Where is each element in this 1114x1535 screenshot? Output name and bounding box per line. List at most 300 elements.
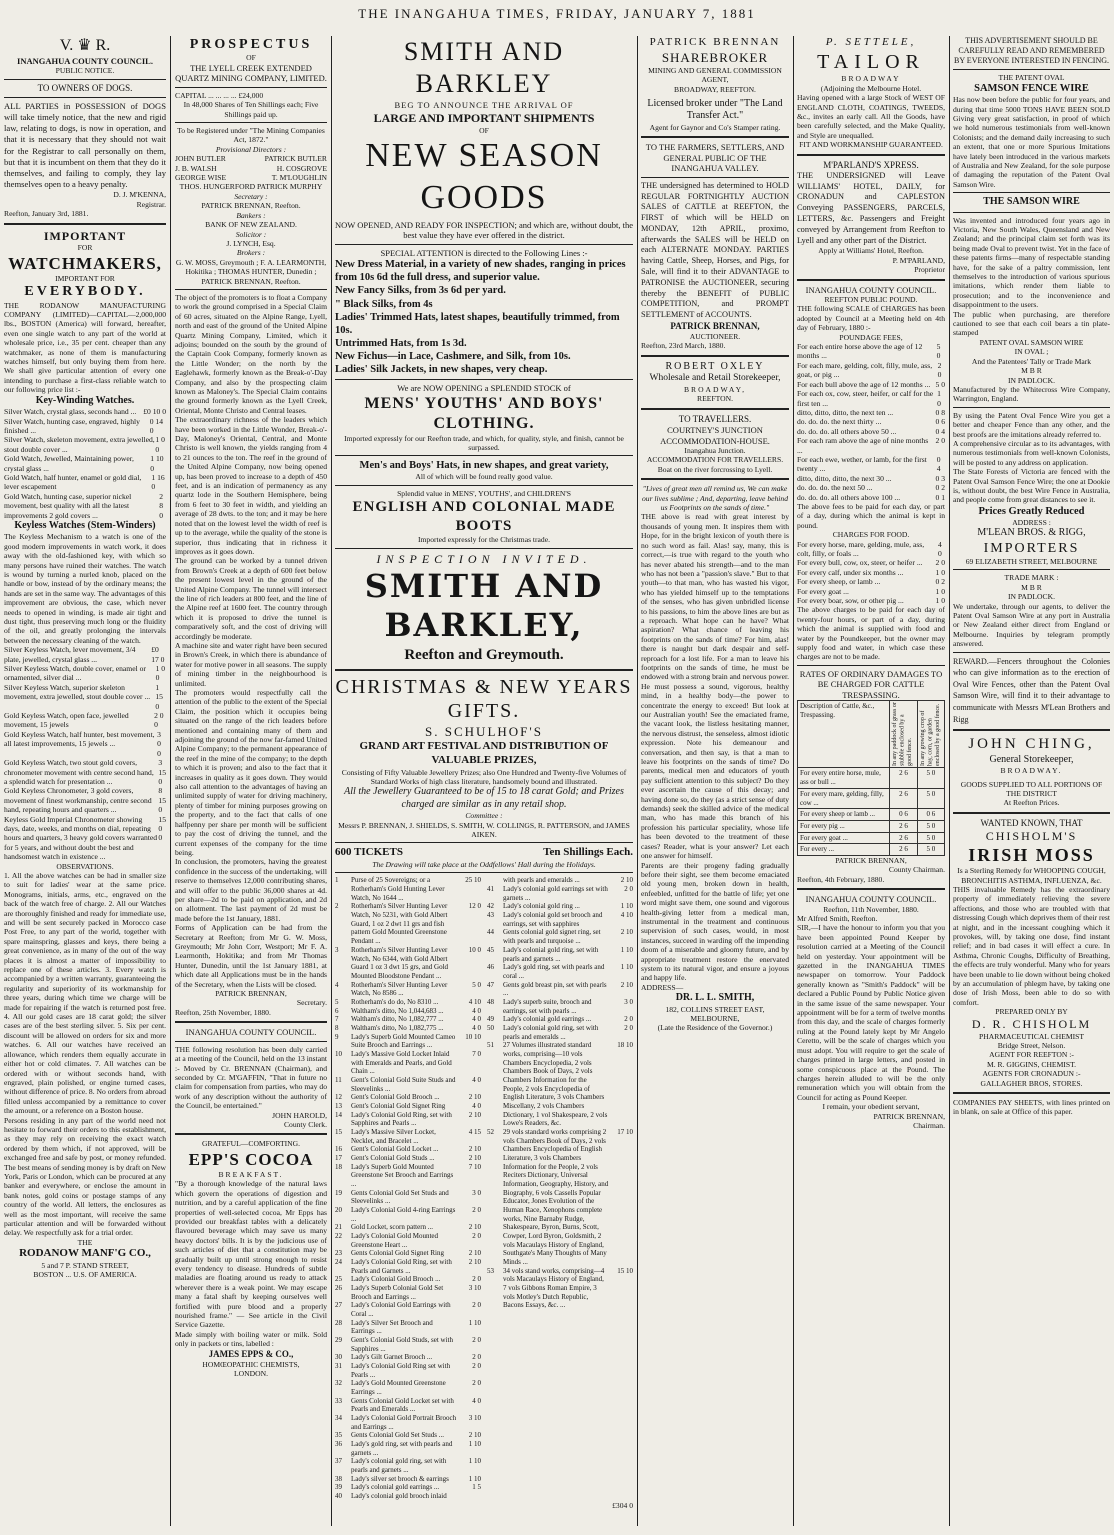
prize-row: [487, 885, 633, 902]
price-value: £0 10 0: [143, 407, 166, 417]
pharm-line: PHARMACEUTICAL CHEMIST: [979, 1031, 1084, 1041]
mbr-mark-2: M B R: [1021, 582, 1042, 592]
prize-row: [335, 1414, 481, 1431]
price-item: For each entire horse above the age of 12 months ...: [797, 342, 923, 361]
prize-description: Lady's colonial gold earrings ...: [503, 1015, 592, 1024]
prize-row: [335, 1111, 481, 1128]
divider: [797, 665, 945, 666]
crest-left-letter: V.: [59, 37, 74, 54]
smith-barkley-heading: SMITH AND BARKLEY: [403, 37, 565, 99]
prize-description: Gent's Colonial Gold Locket ...: [351, 1145, 439, 1154]
divider: [953, 192, 1110, 193]
prize-row: [335, 1301, 481, 1318]
xpress-heading: M'PARLAND'S XPRESS.: [823, 159, 919, 170]
prize-description: Lady's Colonial Gold Ring set with Pearls ...: [351, 1362, 451, 1379]
prize-number: 29: [335, 1336, 342, 1345]
prize-description: Lady's Gilt Garnet Brooch ...: [351, 1353, 433, 1362]
prize-value: 2 0: [472, 1275, 481, 1284]
prize-description: Lady's silver set brooch & earrings: [351, 1474, 449, 1483]
table-cell: 2 6: [890, 788, 917, 808]
prize-number: 38: [335, 1474, 342, 1483]
food-charges: [797, 540, 945, 606]
table-cell: For every goat ...: [798, 832, 890, 844]
prize-row: [487, 963, 633, 980]
director-name: H. COSGROVE: [276, 163, 327, 173]
table-row: [798, 768, 945, 788]
prize-number: 36: [335, 1440, 342, 1449]
ticket-price: Ten Shillings Each.: [543, 846, 633, 859]
price-item: Silver Watch, hunting case, engraved, highly finished ...: [4, 416, 140, 435]
prize-row: [335, 1128, 481, 1145]
prize-number: 51: [487, 1041, 494, 1050]
clerk-title: County Clerk.: [283, 1120, 327, 1130]
divider: [641, 136, 789, 138]
price-item: For every calf, under six months ...: [797, 567, 904, 577]
price-value: 3 0 0: [157, 729, 161, 758]
prize-description: Lady's colonial gold ring, set with pearls and garnets ...: [351, 1457, 447, 1475]
price-row: [797, 493, 945, 502]
divider: [953, 407, 1110, 408]
boots-sub: Imported expressly for the Christmas trade.: [417, 535, 550, 545]
price-item: For every boar, sow, or other pig ...: [797, 596, 904, 606]
fees-note: The above fees to be paid for each day, or part of a day, during which the animal is kept in pound.: [797, 501, 945, 530]
column-4: [641, 36, 789, 1526]
price-row: [797, 342, 945, 361]
prize-list-left: [335, 876, 481, 1500]
prize-value: [459, 1492, 481, 1501]
agent-heading: AGENT FOR REEFTON :-: [989, 1050, 1074, 1060]
column-rule: [949, 36, 950, 1526]
prize-value: 2 10: [468, 1249, 481, 1258]
prize-number: 42: [487, 902, 494, 911]
column-rule: [793, 36, 794, 1526]
table-row: [798, 832, 945, 844]
prize-row: [335, 1033, 481, 1050]
prize-value: 2 0: [472, 1353, 481, 1362]
prize-description: Lady's Colonial Gold Brooch ...: [351, 1275, 441, 1284]
letter-recipient: Mr Alfred Smith, Reefton.: [797, 914, 878, 924]
using-line: By using the Patent Oval Fence Wire you get a better and cheaper Fence than any other, and the best proofs are the imitations already referred to.: [953, 410, 1110, 439]
prize-description: Lady's Superb Colonial Gold Set Brooch and Earrings ...: [351, 1284, 444, 1301]
breakfast-heading: BREAKFAST.: [218, 1169, 284, 1179]
prize-description: Rotherham's Silver Hunting Lever Watch, No 6344, with Gold Albert Guard 1 oz 3 dwt 15 grs, and Gold Mounted Bloodstone Pendant ...: [351, 945, 449, 980]
prize-number: 41: [487, 885, 494, 894]
prize-row: [335, 1353, 481, 1362]
prize-row: [335, 1336, 481, 1353]
divider: [335, 379, 633, 380]
price-row: [4, 435, 166, 454]
prize-value: 1 10: [620, 963, 633, 972]
table-row: [798, 844, 945, 856]
prize-number: 22: [335, 1232, 342, 1240]
resolution-body: THE following resolution has been duly carried at a meeting of the Council, held on the 13 instant :- Moved by Cr. BRENNAN (Chairman), and seconded by Cr. M'GAFFIN, "That in future no claim for compensation from parties, who may do work of any description without the authority of the Council, be entertained.": [175, 1044, 327, 1111]
price-item: For each bull above the age of 12 months ...: [797, 379, 931, 389]
prize-description: Purse of 25 Sovereigns; or a Rotherham's Gold Hunting Lever Watch, No 1644 ...: [351, 876, 445, 902]
council-heading: INANGAHUA COUNTY COUNCIL.: [185, 1027, 317, 1038]
price-row: [4, 758, 166, 786]
prize-description: 34 vols stand works, comprising—4 vols Macaulays History of England, 7 vols Gibbons Roman Empire, 3 vols Motley's Dutch Republic, Bacons Essays, &c. ...: [503, 1266, 605, 1310]
price-item: For every bull, cow, ox, steer, or heifer ...: [797, 558, 923, 568]
announce-line: BEG TO ANNOUNCE THE ARRIVAL OF: [394, 100, 574, 111]
prize-value: 4 0: [472, 1023, 481, 1032]
divider: [335, 455, 633, 456]
prize-number: 15: [335, 1127, 342, 1136]
price-item: For each ox, cow, steer, heifer, or calf for the first ten ...: [797, 389, 934, 408]
chairman-signature: PATRICK BRENNAN,: [835, 855, 907, 865]
fencing-notice: THIS ADVERTISEMENT SHOULD BE CAREFULLY READ AND REMEMBERED BY EVERYONE INTERESTED IN FENCING.: [953, 36, 1110, 65]
rates-heading: RATES OF ORDINARY DAMAGES TO BE CHARGED FOR CATTLE TRESPASSING.: [799, 668, 943, 700]
ching-name: JOHN CHING,: [968, 736, 1095, 753]
prize-value: 12 0: [468, 902, 481, 911]
consisting-line: Consisting of Fifty Valuable Jewellery Prizes; also One Hundred and Twenty-five Volumes of Standard Works of high class literature, handsomely bound and illustrated.: [341, 767, 627, 787]
notice-date: Reefton, January 3rd, 1881.: [4, 209, 89, 219]
price-item: Gold Watch, half hunter, enamel or gold dial, lever escapement: [4, 472, 142, 492]
divider: [953, 652, 1110, 653]
divider: [953, 812, 1110, 814]
prize-row: [335, 1431, 481, 1440]
poundage-fees: [797, 342, 945, 502]
product-line: New Fancy Silks, from 3s 6d per yard.: [335, 285, 506, 297]
prize-value: 2 0: [472, 1362, 481, 1371]
prize-description: Lady's Gold Mounted Greenstone Earrings ...: [351, 1379, 446, 1397]
oxley-town: REEFTON.: [697, 394, 733, 404]
price-row: [797, 436, 945, 455]
prize-number: 13: [335, 1101, 342, 1110]
price-value: 1 0: [937, 389, 941, 408]
irish-moss-heading: IRISH MOSS: [968, 844, 1095, 865]
auction-date: Reefton, 23rd March, 1880.: [641, 341, 726, 351]
price-value: 5 0: [935, 379, 945, 389]
oxley-trade: Wholesale and Retail Storekeeper,: [649, 373, 781, 384]
circular-line: A comprehensive circular as to its advantages, with numerous testimonials from well-known Colonists, will be posted to any address on application.: [953, 438, 1110, 467]
prize-description: 27 Volumes illustrated standard works, comprising—10 vols Chambers Encyclopedia, 2 vols Chambers Book of Days, 2 vols Chambers Information for the People, 2 vols Encyclopedia of English Literature, 3 vols Chambers Miscellany, 2 vols Chambers Dictionary, 1 vol Shakespeare, 2 vols Lowe's Readers, &c.: [503, 1041, 608, 1128]
table-cell: 2 6: [890, 832, 917, 844]
table-cell: For every entire horse, mule, ass or bull ...: [798, 768, 890, 788]
trade-mark-label: TRADE MARK :: [1004, 573, 1059, 583]
prize-value: 1 10: [468, 1457, 481, 1466]
prize-row: [335, 1397, 481, 1414]
mparland-name: P. M'PARLAND,: [892, 255, 945, 265]
price-row: [4, 664, 166, 683]
ching-address: BROADWAY.: [1000, 766, 1063, 776]
rodanow-intro: THE RODANOW MANUFACTURING COMPANY (LIMITED)—CAPITAL—2,000,000 lbs., BOSTON (America) will forward, hereafter, even one single watch to any part of the world at wholesale price, i.e., 35 per cent. cheaper than any watchmaker, as none of them is manufacturing watches himself, but only buying them from here. We shall give particular attention of every one intending to purchase a first-class reliable watch to our following price list :-: [4, 300, 166, 395]
poem: "Lives of great men all remind us, We can make our lives sublime ; And, departing, leave behind us Footprints on the sands of time.": [641, 484, 788, 513]
price-value: 1 0 0: [155, 664, 166, 683]
price-item: do. do. do. the next thirty ...: [797, 417, 882, 427]
prize-description: Lady's colonial gold ring, set with pearls and emeralds ...: [503, 1023, 599, 1041]
divider: [953, 1092, 1110, 1094]
pay-sheets-notice: COMPANIES PAY SHEETS, with lines printed on in blank, on sale at Office of this paper.: [953, 1097, 1110, 1117]
prize-number: 40: [335, 1492, 342, 1501]
prize-value: 1 10: [620, 945, 633, 954]
keyless-description: The Keyless Mechanism to a watch is one of the good modern improvements in watch work, it does away with the old-fashioned key, with which so many persons have ruined their watches. The watch is wound by turning a nurled knob, placed on the handle or bow, instead of by the ordinary means; the hands are set in the same way. The advantages of this improvement are obvious, the case, which never needs to opened in winding, is made air tight and dust tight, thus preserving much long or the fluidity of the oil, and greatly prolonging the intervals between the necessary cleaning of the watch.: [4, 532, 166, 645]
prize-number: 8: [335, 1023, 339, 1032]
table-cell: 5 0: [917, 844, 944, 856]
table-cell: 5 0: [917, 820, 944, 832]
junction-name: COURTNEY'S JUNCTION ACCOMMODATION-HOUSE.: [660, 424, 770, 446]
brokers-list: G. W. MOSS, Greymouth ; F. A. LEARMONTH, Hokitika ; THOMAS HUNTER, Dunedin ; PATRICK BRENNAN, Reefton.: [175, 257, 327, 286]
price-row: [4, 407, 166, 416]
crest-right-letter: R.: [95, 37, 111, 54]
product-line: New Fichus—in Lace, Cashmere, and Silk, from 10s.: [335, 351, 571, 363]
divider: [641, 478, 789, 480]
padlock-label-2: IN PADLOCK.: [1008, 592, 1055, 602]
price-row: [797, 483, 945, 492]
divider: [797, 279, 945, 281]
table-header-row: [798, 701, 945, 768]
price-value: 1 15 0: [155, 682, 163, 711]
company-name: THE LYELL CREEK EXTENDED QUARTZ MINING COMPANY, LIMITED.: [175, 62, 327, 84]
table-header-cell: Description of Cattle, &c., Trespassing.: [798, 701, 890, 768]
prize-value: 2 0: [472, 1232, 481, 1240]
xpress-body: THE UNDERSIGNED will Leave WILLIAMS' HOTEL, DAILY, for CRONADUN and CAPLESTON Conveying PASSENGERS, PARCELS, LETTERS, &c. Passengers and Freight conveyed by Arrangement from Reefton to Lyell and any other part of the District.: [797, 170, 945, 245]
doctor-note: (Late the Residence of the Governor.): [657, 1023, 773, 1033]
prize-row: [335, 1024, 481, 1033]
prize-row: [335, 902, 481, 945]
prize-value: 2 0: [472, 1336, 481, 1345]
prize-value: 3 0: [472, 1188, 481, 1197]
storekeeper-line: General Storekeeper,: [989, 753, 1074, 765]
prospectus-body-3: The ground can be worked by a tunnel driven from Brown's Creek at a depth of 600 feet below the present lowest level in the ground of the United Alpine Company. The tunnel will intersect the line of rich leaders at 800 feet, and the line of the Alpine reef at 1600 feet. The country through which it is proposed to drive the tunnel is comparatively soft, and the cost of driving will accordingly be moderate.: [175, 556, 327, 641]
product-line: New Dress Material, in a variety of new shades, ranging in prices from 10s 6d the full dress, and superior value.: [335, 259, 626, 284]
director-name: PATRICK BUTLER: [264, 154, 327, 164]
rodanow-name: RODANOW MANF'G CO.,: [19, 1247, 151, 1260]
prize-value: 4 10: [468, 997, 481, 1006]
epps-body: "By a thorough knowledge of the natural laws which govern the operations of digestion and nutrition, and by a careful application of the fine properties of well-selected cocoa, Mr Epps has provided our breakfast tables with a delicately flavoured beverage which may save us many heavy doctors' bills. It is by the judicious use of such articles of diet that a constitution may be gradually built up until strong enough to resist every tendency to disease. Hundreds of subtle maladies are floating around us ready to attack wherever there is a weak point. We may escape many a fatal shaft by keeping ourselves well fortified with pure blood and a properly nourished frame." — See article in the Civil Service Gazette.: [175, 1179, 327, 1330]
prices-reduced: Prices Greatly Reduced: [978, 505, 1085, 517]
prize-row: [487, 911, 633, 928]
prize-number: 5: [335, 997, 339, 1006]
prize-description: Lady's Massive Gold Locket Inlaid with Emeralds and Pearls, and Gold Chain ...: [351, 1049, 452, 1076]
product-line: " Black Silks, from 4s: [335, 298, 433, 310]
price-value: 2 0: [935, 436, 945, 446]
table-row: [798, 820, 945, 832]
scale-intro: THE following SCALE of CHARGES has been adopted by Council at a Meeting held on 4th day of February, 1880 :-: [797, 304, 945, 333]
mbr-mark: M B R: [1021, 366, 1042, 376]
price-value: 0 3: [935, 473, 945, 483]
column-rule: [170, 36, 171, 1526]
goods-supplied: GOODS SUPPLIED TO ALL PORTIONS OF THE DISTRICT: [960, 779, 1103, 798]
price-value: £0 17 0: [151, 645, 165, 664]
prize-row: [335, 1007, 481, 1016]
prize-number: 21: [335, 1223, 342, 1232]
epps-cocoa-heading: EPP'S COCOA: [188, 1149, 314, 1169]
smith-body-2: Parents are their progeny fading gradually before their sight, see them become emaciated old young men, broken down in health, enfeebled, unfitted for the battle of life; yet one word might save them, one sound and vigorous health-giving letter from a medical man, instrumental in the treatment and continuous supervision of such cases, would, in most instances, succeed in warding off the impending doom of a miserable and gloomy future, and by appropriate treatment restore the enervated system to its natural vigor, and ensure a joyous and happy life.: [641, 860, 789, 983]
divider: [175, 1021, 327, 1023]
key-winding-price-list: [4, 407, 166, 520]
prospectus-heading: PROSPECTUS: [189, 37, 313, 52]
observations-body: 1. All the above watches can be had in smaller size to suit for ladies' wear at the same price. Monograms, initials, arms, etc., engraved on the back of the watch free of charge. 2. All our Watches are thoroughly finished and ready for immediate use, and will be sent securely packed in Morocco case Post Free, to any part of the world, together with spare mainspring, glasses and keys, there being a great convenience, as in many of the out of the way places it is almost a matter of impossibility to replace one of these articles. 3. Every watch is accompanied by a written warranty, guaranteeing the regularity and superiority of its workmanship for three years, during which time we charge will be made for repairing if the watch is returned post free. 4. All our gold cases are 18 carat gold; the silver cases are of the best sterling silver. 5. Six per cent. discount will be allowed on orders for six and more watches. 6. All our watches have received an allowance, which renders them equally accurate in either hot or cold climates. 7. All watches can be ordered with or without seconds hand, with engraved, plain polished, or engine turned cases, without difference of price. 8. No orders from abroad filled unless accompanied by a remittance to cover the amount, or a reference on a Boston house.: [4, 870, 166, 1116]
director-name: GEORGE WISE: [175, 173, 227, 183]
directors-more: THOS. HUNGERFORD PATRICK MURPHY: [179, 182, 323, 192]
dogs-notice-body: ALL PARTIES in POSSESSION of DOGS will take timely notice, that the new and rigid law, relating to dogs, is now in operation, and that it is necessary that they should not wait for the Registrar to call personally on them, but that it is incumbent on them that they do it themselves, and failing to comply, they lay themselves open to a heavy penalty.: [4, 100, 166, 190]
prize-description: Waltham's ditto, No 1,082,775 ...: [351, 1023, 444, 1032]
prize-number: 18: [335, 1162, 342, 1171]
council-heading: INANGAHUA COUNTY COUNCIL.: [17, 55, 153, 66]
prize-value: 15 10: [617, 1266, 633, 1275]
damages-table: [797, 700, 945, 855]
smith-body: THE above is read with great interest by thousands of young men. It inspires them with Hope, for in the bright lexicon of youth there is no such word as fail. Alas! say, many, this is correct,—is true with regard to the youth who has never abated his strength—and to the man who has not been a "passion's slave." But to that youth—to that man, who has wasted his vigor, who has yielded himself up to the temptations of the senses, who has given unbridled license to his passions, to him the above lines are but as a reproach. What hope can he have? What aspiration? What chance of leaving his footprints on the sands of time? For him, alas! there is naught but dark despair and self-reproach for a lost life. For a man to leave his footprints on the sands of time, he must be endowed with a strong brain and nervous power. He must possess a sound, vigorous, healthy mind, in a healthy body—the power to concentrate the energy to exceed! But look at our Australian youth! See the emaciated frame, the vacant look, the listless hesitating manner, the nervous distrust, the senseless, almost idiotic expression. Note his demeanour and conversation, and then say, is that a man to leave his footprints on the sands of time? Do parents, medical men and educators of youth pay sufficient attention to this subject? Do they ever ascertain the cause of this decay; and having done so, do they (as a strict sense of duty demands) seek the skilled advice of the medical man, who has made this branch of his profession his particular speciality, whose life has been devoted to the treatment of these cases? Reader, what is your answer? Let each one answer for himself.: [641, 512, 789, 861]
the-label: THE: [77, 1237, 93, 1247]
price-row: [4, 473, 166, 492]
schulhof-name: S. SCHULHOF'S: [425, 724, 543, 740]
divider: [175, 87, 327, 88]
prize-value: 2 10: [620, 928, 633, 937]
secretary-heading: Secretary :: [234, 191, 268, 201]
poundage-heading: POUNDAGE FEES,: [839, 332, 903, 342]
prize-number: 32: [335, 1379, 342, 1388]
prize-number: 53: [487, 1266, 494, 1275]
price-value: 4 0: [937, 539, 942, 559]
prize-number: 45: [487, 945, 494, 954]
prize-description: Gold Locket, scorn pattern ...: [351, 1223, 434, 1232]
prize-row: [335, 1492, 481, 1501]
now-opened-line: NOW OPENED, AND READY FOR INSPECTION; and which are, without doubt, the best value they have ever offered in the district.: [335, 219, 633, 241]
price-value: 1 0: [935, 567, 945, 577]
prize-row: [335, 1015, 481, 1024]
column-1: [4, 36, 166, 1526]
prize-value: 4 0: [472, 1006, 481, 1015]
food-note: The above charges to be paid for each day of twenty-four hours, or part of a day, during which the animal is supplied with food and water by the Poundkeeper, but the owner may supply food and water, in which case these charges are not to be made.: [797, 605, 945, 662]
table-cell: For every mare, gelding, filly, cow ...: [798, 788, 890, 808]
prize-row: [487, 1041, 633, 1128]
prize-number: 50: [487, 1023, 494, 1032]
wanted-known: WANTED KNOWN, THAT: [980, 817, 1083, 828]
price-item: Silver Keyless Watch, superior skeleton movement, extra jewelled, stout double cover ...: [4, 682, 151, 702]
key-winding-heading: Key-Winding Watches.: [35, 394, 135, 406]
divider: [641, 408, 789, 410]
prize-row: [487, 1024, 633, 1041]
price-row: [797, 596, 945, 605]
prize-number: 43: [487, 911, 494, 920]
manufactured-line: Manufactured by the Whitecross Wire Company, Warrington, England.: [953, 384, 1110, 404]
price-row: [4, 454, 166, 473]
price-value: 15 0 0: [158, 814, 166, 843]
price-value: 3 15 0: [158, 758, 166, 786]
divider: [335, 244, 633, 245]
prize-description: Waltham's ditto, No 1,044,683 ...: [351, 1006, 444, 1015]
oxley-address: BROADWAY,: [683, 385, 747, 395]
council-heading-2: INANGAHUA COUNTY COUNCIL.: [805, 894, 937, 905]
christmas-heading: CHRISTMAS & NEW YEARS GIFTS.: [335, 675, 633, 723]
director-name: J. B. WALSH: [175, 163, 217, 173]
price-row: [797, 587, 945, 596]
ordering-body: Persons residing in any part of the world need not hesitate to forward their orders to this establishment, as they may rely on receiving the exact watch ordered by them which, if not approved, will be exchanged free and safe by post, or money refunded. The best means of sending money is by draft on New York, Paris or London, which can be procured at any banker and everywhere, or enclose the amount in bank notes, gold coins or postage stamps of any country of the world. All letters, the enclosures as well as the most important, will receive the same particular attention and will be forwarded without delay. We respectfully ask for a trial order.: [4, 1115, 166, 1238]
price-item: ditto, ditto, ditto, the next ten ...: [797, 407, 894, 417]
patent-oval-label: THE PATENT OVAL: [998, 72, 1065, 82]
prize-value: 2 10: [468, 1110, 481, 1119]
directors-heading: Provisional Directors :: [215, 144, 287, 154]
price-value: 2 0 0: [154, 711, 164, 730]
table-cell: 5 0: [917, 832, 944, 844]
tailor-adjoining: (Adjoining the Melbourne Hotel.: [820, 83, 922, 93]
prize-number: 48: [487, 997, 494, 1006]
divider: [4, 97, 166, 98]
prize-number: 49: [487, 1015, 494, 1024]
table-header-cell: In any growing crop of hay, corn, or garden enclosed by a good fence.: [917, 701, 944, 768]
price-item: Gold Watch, hunting case, superior nickel movement, best quality with all the latest improvements 2 gold covers ...: [4, 491, 132, 520]
samson-wire-body: Was invented and introduced four years ago in Victoria, New South Wales, Queensland and New Zealand; and the principal claim set forth was its being made Oval to prevent twist. Yet in the face of these patents firms—many of respectable standing have, for the sake of a paltry commission, lent themselves to the introduction of various spurious imitations, which render them liable to prosecution; and to the inconvenience and disappointment to the users.: [953, 215, 1110, 310]
prize-description: Gent's Colonial Gold Signet Ring: [351, 1101, 446, 1110]
auction-body: THE undersigned has determined to HOLD REGULAR FORTNIGHTLY AUCTION SALES of CATTLE at REEFTON, the FIRST of which will be HELD on MONDAY, 12th APRIL, proximo, afterwards the SALES will be HELD on each ALTERNATE MONDAY. PARTIES having Cattle, Sheep, Horses, and Pigs, for Sale, will find it to their ADVANTAGE to PATRONISE the AUCTIONEER, securing thereby the BENEFIT of PUBLIC COMPETITION, and PROMPT SETTLEMENT of ACCOUNTS.: [641, 180, 789, 320]
boat-line: Boat on the river forcrossing to Lyell.: [657, 464, 773, 474]
product-lines: [335, 258, 633, 376]
guarantee-line: All the Jewellery Guaranteed to be of 15 to 18 carat Gold; and Prizes charged are similar as in any retail shop.: [344, 786, 624, 810]
director-row: [175, 173, 327, 182]
committee-heading: Committee :: [465, 811, 503, 821]
prize-value: 4 15: [468, 1127, 481, 1136]
prize-description: Lady's colonial gold earrings set with garnets ...: [503, 885, 608, 902]
divider: [175, 122, 327, 123]
prize-description: Lady's Superb Gold Mounted Greenstone Set Brooch and Earrings ...: [351, 1162, 454, 1188]
prize-description: Lady's gold ring, set with pearls and garnets ...: [351, 1440, 453, 1457]
divider: [4, 79, 166, 80]
in-oval-label: IN OVAL ;: [1014, 347, 1049, 357]
prize-row: [335, 1206, 481, 1223]
epps-made: Made simply with boiling water or milk. Sold only in packets or tins, labelled :: [175, 1329, 327, 1349]
secretary-signature: PATRICK BRENNAN,: [215, 989, 287, 999]
prize-value: 2 0: [472, 1379, 481, 1388]
prospectus-body-5: The promoters would respectfully call the attention of the public to the extent of the Special Claim, the position which it occupies being situated on the range of the rich leaders before mentioned and containing many of them and adjoining the ground of the now far-famed United Alpine Company; to the permanent appearance of the reef in the mine of the company; to the depth to which it is proven; and also to the fact that it increases in quality as it goes down. They would also call attention to the advantages of having an unlimited supply of water for driving machinery, plenty of timber for mining purposes growing on the property, and to the fact that calls of one halfpenny per share per month will be sufficient to pay the cost of driving the tunnel, and the current expenses of the company for the time being.: [175, 688, 327, 857]
price-value: 1 10 0: [150, 454, 164, 473]
price-row: [4, 683, 166, 711]
prize-description: Gents Colonial Gold Locket set with Pearls and Emeralds ...: [351, 1396, 454, 1414]
samson-wire-heading: THE SAMSON WIRE: [983, 196, 1080, 208]
prize-number: 47: [487, 980, 494, 989]
prize-number: 14: [335, 1110, 342, 1119]
table-cell: 5 0: [917, 768, 944, 788]
table-row: [798, 809, 945, 821]
state-forests-line: The State Forests of Victoria are fenced with the Patent Oval Samson Fence Wire; the one at Dookie is, without doubt, the best Wire Fence in Australia, and people come from great distances to see it.: [953, 467, 1110, 505]
prize-number: 28: [335, 1318, 342, 1327]
prize-description: Gents Colonial Gold Set Studs and Sleevelinks ...: [351, 1188, 449, 1206]
price-item: do. do. do. all others above 100 ...: [797, 492, 901, 502]
prize-number: 12: [335, 1093, 342, 1102]
prize-number: 6: [335, 1006, 339, 1015]
prize-value: 10 0: [468, 945, 481, 954]
licensed-broker: Licensed broker under "The Land Transfer Act.": [647, 97, 783, 122]
prize-description: Lady's Massive Silver Locket, Necklet, and Bracelet ...: [351, 1127, 436, 1145]
divider: [797, 888, 945, 890]
divider: [335, 548, 633, 549]
prize-row: [335, 876, 481, 902]
prize-value: 4 10: [620, 911, 633, 920]
price-row: [797, 427, 945, 436]
price-row: [797, 361, 945, 380]
prize-value: 4 0: [472, 1101, 481, 1110]
prize-row: [487, 928, 633, 945]
auctioneer-name: PATRICK BRENNAN,: [670, 320, 760, 331]
prize-number: 31: [335, 1362, 342, 1371]
prize-row: [335, 1440, 481, 1457]
prize-row: [487, 876, 633, 885]
price-value: 0 14 0: [149, 416, 164, 435]
prize-description: Rotherham's do do, No 8310 ...: [351, 997, 439, 1006]
column-2: [175, 36, 327, 1526]
column-6: [953, 36, 1110, 1526]
divider: [953, 69, 1110, 70]
price-item: Keyless Gold Imperial Chronometer showing days, date, weeks, and months on dial, repeating hours and quarters, 3 heavy gold covers warranted for 5 years, and without doubt the best and handsomest watch in existence ...: [4, 814, 158, 862]
prize-value: 1 10: [468, 1440, 481, 1449]
divider: [641, 177, 789, 178]
prize-number: 24: [335, 1258, 342, 1267]
gallagher-name: GALLAGHER BROS, STORES.: [980, 1078, 1083, 1088]
trademark-line: And the Patentees' Tally or Trade Mark: [971, 356, 1092, 366]
prize-number: 44: [487, 928, 494, 937]
table-cell: 0 6: [917, 809, 944, 821]
director-name: JOHN BUTLER: [175, 154, 226, 164]
prize-number: 46: [487, 963, 494, 972]
